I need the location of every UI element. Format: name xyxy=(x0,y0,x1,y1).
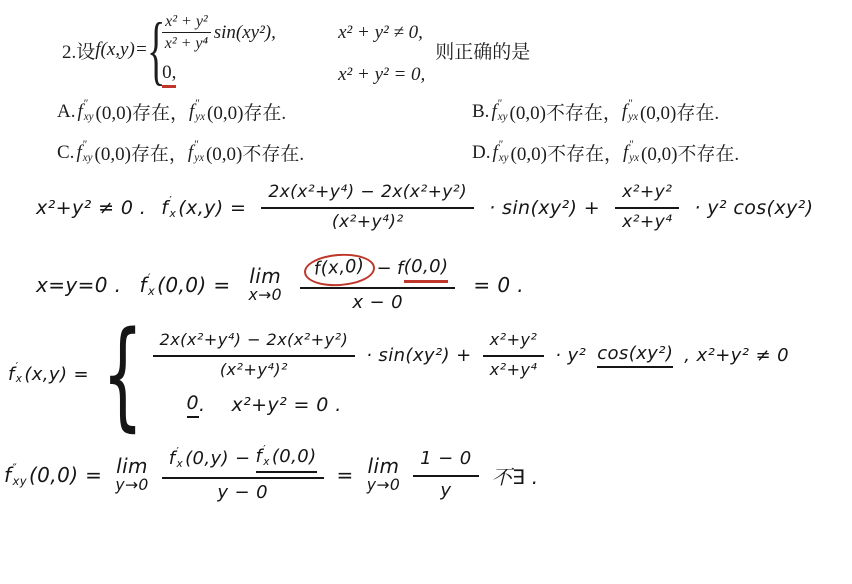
option-text: (0,0)存在， xyxy=(94,144,188,165)
option-c xyxy=(57,139,472,166)
work-line-fx-piecewise xyxy=(8,305,789,443)
fx-at-origin-lhs: f ′ x (0,0) = xyxy=(139,270,231,298)
case1-fraction xyxy=(162,12,211,53)
fx-0y-term: f ′ x (0,y) − xyxy=(168,446,251,471)
branch-zero xyxy=(187,392,789,418)
piecewise-case-1 xyxy=(162,12,425,53)
options-row-2 xyxy=(57,139,822,166)
fraction-denominator: x − 0 xyxy=(352,291,403,313)
f-origin-term: f (0,0) xyxy=(397,256,448,283)
difference-quotient-fraction xyxy=(300,256,456,314)
piecewise-cases xyxy=(162,12,425,88)
options-list xyxy=(57,98,822,180)
zero-underlined: 0 xyxy=(187,392,200,418)
option-text: (0,0)存在. xyxy=(207,103,287,124)
derivative-fyx: f ″ yx xyxy=(187,138,204,164)
option-b xyxy=(472,98,719,125)
fxy-derivative-notation: f ″ xy xyxy=(4,460,27,488)
fraction-numerator: x²+y² xyxy=(615,182,679,209)
branch1-condition: , x²+y² ≠ 0 xyxy=(684,344,789,366)
sin-term: sin(xy²), xyxy=(213,21,276,43)
fraction-numerator: x² + y² xyxy=(162,12,211,33)
fx-00-term-underlined: f ′ x (0,0) xyxy=(256,446,317,473)
fraction-denominator: y − 0 xyxy=(217,481,268,503)
fx-piecewise-lhs: f ′ x (x,y) = xyxy=(8,361,90,385)
fraction-denominator: x² + y⁴ xyxy=(164,35,209,53)
fraction-numerator: 2x(x²+y⁴) − 2x(x²+y²) xyxy=(153,330,356,356)
quotient-rule-fraction xyxy=(153,330,356,380)
problem-statement xyxy=(62,7,531,94)
fraction-denominator: y xyxy=(440,479,452,501)
piecewise-brace: { xyxy=(146,7,166,94)
fraction-denominator: (x²+y⁴)² xyxy=(331,212,404,233)
limit-y-to-0: lim y→0 xyxy=(115,454,149,495)
fraction-denominator: (x²+y⁴)² xyxy=(219,359,288,379)
equals-sign: = xyxy=(336,463,354,487)
fraction-numerator: 2x(x²+y⁴) − 2x(x²+y²) xyxy=(261,182,474,209)
result-zero: = 0 . xyxy=(473,273,524,297)
derivative-fxy: f ″ xy xyxy=(491,97,508,123)
question-text: 则正确的是 xyxy=(435,41,531,63)
problem-number: 2.设 xyxy=(62,41,96,63)
option-label: D. xyxy=(472,141,491,163)
red-circle-annotation: f(x,0) xyxy=(303,251,376,287)
derivative-fxy: f ″ xy xyxy=(492,138,509,164)
derivative-fyx: f ″ yx xyxy=(188,97,206,123)
cos-product-term: · y² cos(xy²) xyxy=(694,196,814,219)
option-text: (0,0)不存在. xyxy=(641,144,740,165)
fx-derivative-notation: f ′ x xyxy=(139,270,156,298)
fx-derivative-notation: f ′ x xyxy=(161,194,177,220)
derivative-fyx: f ″ yx xyxy=(621,97,638,123)
fxy-second-derivative-lhs: f ″ xy (0,0) = xyxy=(4,460,103,488)
branch2-condition: x²+y² = 0 . xyxy=(231,393,342,416)
case2-value: 0, xyxy=(162,62,176,88)
option-text: (0,0)存在. xyxy=(639,103,720,124)
work-line-fx-general xyxy=(36,182,814,234)
quotient-rule-fraction xyxy=(261,182,474,234)
option-label: B. xyxy=(472,100,490,122)
fx-derivative-notation: f ′ x xyxy=(8,361,23,385)
option-a xyxy=(57,98,472,125)
limit-x-to-0: lim x→0 xyxy=(248,264,282,305)
fraction-numerator: x²+y² xyxy=(483,330,545,356)
option-label: A. xyxy=(57,100,76,122)
cos-term-underlined: cos(xy²) xyxy=(597,343,673,368)
option-text: (0,0)不存在， xyxy=(510,144,623,165)
limit-y-to-0: lim y→0 xyxy=(366,454,401,495)
y-squared-factor: · y² xyxy=(555,344,587,366)
partial-fx-lhs: f ′ x (x,y) = xyxy=(161,194,247,220)
zero-value: 0 . xyxy=(186,391,206,416)
option-label: C. xyxy=(57,141,75,163)
ratio-fraction xyxy=(615,182,679,234)
condition-origin: x=y=0 . xyxy=(36,273,122,297)
fraction-denominator: x²+y⁴ xyxy=(489,359,538,379)
fraction-numerator: 1 − 0 xyxy=(413,448,478,477)
derivative-fyx: f ″ yx xyxy=(622,138,640,164)
option-d xyxy=(472,139,739,166)
piecewise-case-2 xyxy=(162,62,425,88)
case1-condition: x² + y² ≠ 0, xyxy=(338,21,423,43)
condition-nonzero: x²+y² ≠ 0 . xyxy=(36,196,147,219)
one-over-y-fraction xyxy=(413,448,478,502)
not-exists-conclusion: 不∃ . xyxy=(491,464,539,489)
option-text: (0,0)存在， xyxy=(95,103,189,124)
case2-condition: x² + y² = 0, xyxy=(338,64,426,86)
option-text: (0,0)不存在， xyxy=(509,103,622,124)
work-line-fxy-limit xyxy=(4,446,539,504)
fraction-numerator: f(x,0) − f (0,0) xyxy=(300,256,456,289)
option-text: (0,0)不存在. xyxy=(205,144,305,165)
options-row-1 xyxy=(57,98,822,125)
fraction-denominator: x²+y⁴ xyxy=(622,212,673,233)
sin-product-term: · sin(xy²) + xyxy=(366,344,472,366)
derivative-fxy: f ″ xy xyxy=(76,138,93,164)
function-lhs: f(x,y)= xyxy=(95,39,148,61)
derivative-fxy: f ″ xy xyxy=(77,97,94,123)
red-underline-annotation: (0,0) xyxy=(404,256,449,283)
ratio-fraction xyxy=(483,330,545,380)
fraction-numerator xyxy=(162,446,324,479)
sin-product-term: · sin(xy²) + xyxy=(489,196,601,219)
branch-nonzero xyxy=(153,330,789,380)
piecewise-branches xyxy=(153,330,789,418)
difference-quotient-fraction xyxy=(162,446,324,504)
hand-piecewise-brace: { xyxy=(101,305,144,443)
